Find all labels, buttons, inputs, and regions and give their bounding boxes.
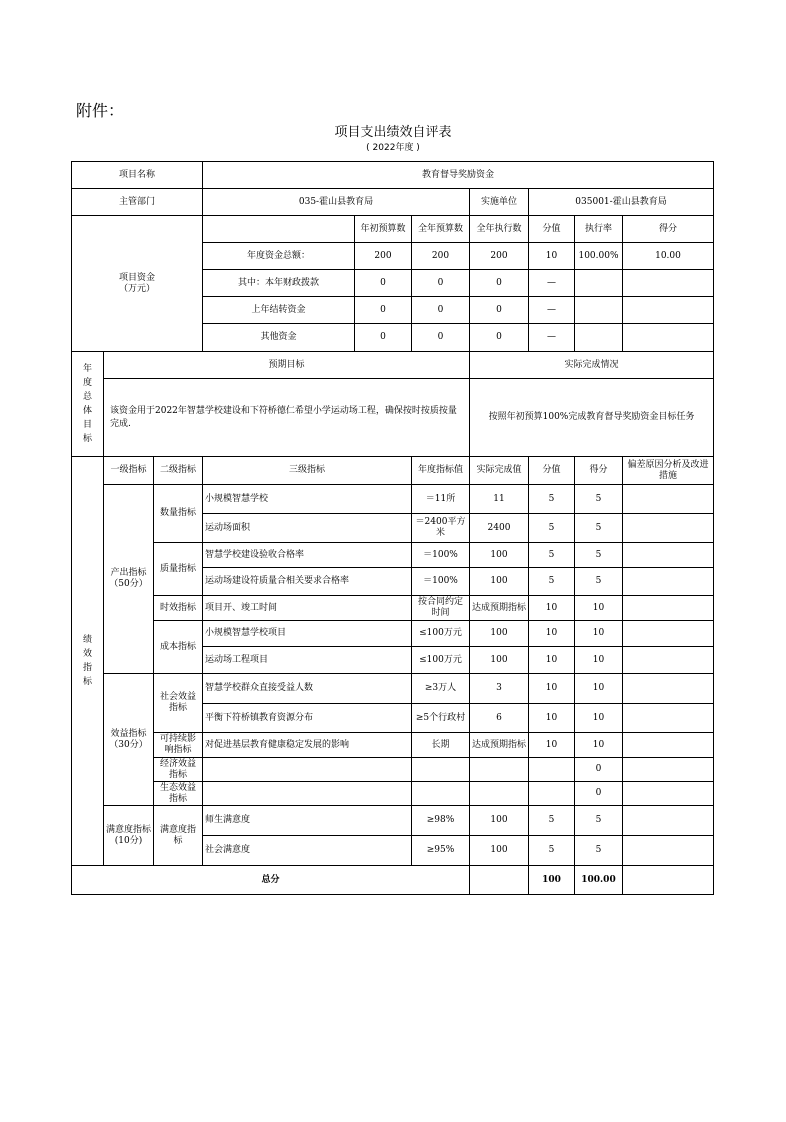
ind-row-13-target: ≥95%: [411, 835, 470, 866]
ind-row-13-name: 社会满意度: [202, 835, 412, 866]
funds-header-blank: [202, 215, 355, 243]
ind-header-target: 年度指标值: [411, 456, 470, 485]
ind-row-13-remark: [622, 835, 714, 866]
ind-row-6-target: ≤100万元: [411, 646, 470, 674]
ind-row-11-name: [202, 781, 412, 806]
funds-row-fiscal-executed: 0: [469, 269, 529, 297]
ind-row-4-score: 10: [528, 595, 575, 621]
ind-row-4-name: 项目开、竣工时间: [202, 595, 412, 621]
ind-row-12-target: ≥98%: [411, 805, 470, 836]
ind-row-4-target: 按合同约定时间: [411, 595, 470, 621]
funds-row-total-score: 10: [528, 242, 575, 270]
ind-header-remark: 偏差原因分析及改进措施: [622, 456, 714, 485]
ind-row-12-score: 5: [528, 805, 575, 836]
ind-row-11-target: [411, 781, 470, 806]
goals-label: 年度总体目标: [71, 351, 104, 457]
project-name-label: 项目名称: [71, 161, 203, 189]
dept-label: 主管部门: [71, 188, 203, 216]
goals-actual-text: 按照年初预算100%完成教育督导奖励资金目标任务: [469, 378, 714, 457]
group-benefit: 效益指标（30分）: [103, 673, 154, 806]
funds-header-annual: 全年预算数: [411, 215, 470, 243]
ind-row-0-name: 小规模智慧学校: [202, 484, 412, 514]
goals-actual-header: 实际完成情况: [469, 351, 714, 379]
ind-row-0-score: 5: [528, 484, 575, 514]
total-actual: [469, 865, 529, 895]
ind-row-10-target: [411, 757, 470, 782]
ind-header-l3: 三级指标: [202, 456, 412, 485]
ind-row-7-name: 智慧学校群众直接受益人数: [202, 673, 412, 704]
ind-row-7-got: 10: [574, 673, 623, 704]
funds-row-total-executed: 200: [469, 242, 529, 270]
funds-row-total-label: 年度资金总额：: [202, 242, 355, 270]
funds-row-other-label: 其他资金: [202, 323, 355, 352]
ind-row-3-score: 5: [528, 567, 575, 596]
funds-row-other-initial: 0: [354, 323, 412, 352]
ind-row-2-score: 5: [528, 542, 575, 568]
sub-cost: 成本指标: [153, 620, 203, 674]
ind-row-6-score: 10: [528, 646, 575, 674]
funds-row-fiscal-got: [622, 269, 714, 297]
sub-satisfaction: 满意度指标: [153, 805, 203, 866]
sub-quality: 质量指标: [153, 542, 203, 596]
ind-row-0-actual: 11: [469, 484, 529, 514]
ind-row-10-got: 0: [574, 757, 623, 782]
ind-row-9-name: 对促进基层教育健康稳定发展的影响: [202, 732, 412, 758]
ind-row-3-got: 5: [574, 567, 623, 596]
ind-row-11-actual: [469, 781, 529, 806]
ind-row-7-remark: [622, 673, 714, 704]
ind-row-5-remark: [622, 620, 714, 647]
group-output: 产出指标（50分）: [103, 484, 154, 674]
ind-row-5-actual: 100: [469, 620, 529, 647]
funds-row-other-rate: [574, 323, 623, 352]
ind-row-6-actual: 100: [469, 646, 529, 674]
funds-label: 项目资金（万元）: [71, 215, 203, 352]
project-name-value: 教育督导奖励资金: [202, 161, 714, 189]
ind-row-13-score: 5: [528, 835, 575, 866]
funds-row-other-got: [622, 323, 714, 352]
ind-row-9-target: 长期: [411, 732, 470, 758]
ind-row-4-got: 10: [574, 595, 623, 621]
ind-row-10-remark: [622, 757, 714, 782]
ind-row-10-actual: [469, 757, 529, 782]
ind-row-2-got: 5: [574, 542, 623, 568]
ind-row-13-got: 5: [574, 835, 623, 866]
funds-row-carry-label: 上年结转资金: [202, 296, 355, 324]
total-score: 100: [528, 865, 575, 895]
funds-row-total-got: 10.00: [622, 242, 714, 270]
ind-header-l2: 二级指标: [153, 456, 203, 485]
ind-row-1-actual: 2400: [469, 513, 529, 543]
ind-row-9-got: 10: [574, 732, 623, 758]
ind-row-7-score: 10: [528, 673, 575, 704]
ind-row-9-score: 10: [528, 732, 575, 758]
ind-row-12-got: 5: [574, 805, 623, 836]
ind-row-10-name: [202, 757, 412, 782]
funds-row-other-annual: 0: [411, 323, 470, 352]
ind-row-0-remark: [622, 484, 714, 514]
sub-time: 时效指标: [153, 595, 203, 621]
ind-header-got: 得分: [574, 456, 623, 485]
ind-row-13-actual: 100: [469, 835, 529, 866]
ind-row-3-remark: [622, 567, 714, 596]
ind-row-5-target: ≤100万元: [411, 620, 470, 647]
ind-row-5-name: 小规模智慧学校项目: [202, 620, 412, 647]
funds-row-fiscal-score: —: [528, 269, 575, 297]
impl-label: 实施单位: [469, 188, 529, 216]
ind-row-0-target: ＝11所: [411, 484, 470, 514]
goals-expected-text: 该资金用于2022年智慧学校建设和下符桥德仁希望小学运动场工程，确保按时按质按量完成.: [103, 378, 470, 457]
ind-row-8-remark: [622, 703, 714, 733]
ind-row-9-actual: 达成预期指标: [469, 732, 529, 758]
funds-header-executed: 全年执行数: [469, 215, 529, 243]
ind-row-2-actual: 100: [469, 542, 529, 568]
page-title: 项目支出绩效自评表: [334, 125, 452, 140]
impl-value: 035001-霍山县教育局: [528, 188, 714, 216]
attachment-label: 附件：: [76, 101, 125, 120]
ind-row-12-remark: [622, 805, 714, 836]
funds-row-total-initial: 200: [354, 242, 412, 270]
ind-row-1-name: 运动场面积: [202, 513, 412, 543]
ind-row-4-remark: [622, 595, 714, 621]
ind-row-1-score: 5: [528, 513, 575, 543]
ind-row-1-got: 5: [574, 513, 623, 543]
ind-row-3-actual: 100: [469, 567, 529, 596]
ind-row-2-target: ＝100%: [411, 542, 470, 568]
group-satisfaction: 满意度指标(10分): [103, 805, 154, 866]
funds-row-fiscal-initial: 0: [354, 269, 412, 297]
ind-row-8-name: 平衡下符桥镇教育资源分布: [202, 703, 412, 733]
sub-social: 社会效益指标: [153, 673, 203, 733]
funds-header-initial: 年初预算数: [354, 215, 412, 243]
ind-row-0-got: 5: [574, 484, 623, 514]
funds-row-other-executed: 0: [469, 323, 529, 352]
ind-row-11-remark: [622, 781, 714, 806]
ind-row-4-actual: 达成预期指标: [469, 595, 529, 621]
funds-row-carry-score: —: [528, 296, 575, 324]
ind-row-12-actual: 100: [469, 805, 529, 836]
funds-row-carry-got: [622, 296, 714, 324]
total-label: 总分: [71, 865, 470, 895]
total-got: 100.00: [574, 865, 623, 895]
sub-sustain: 可持续影响指标: [153, 732, 203, 758]
ind-row-5-score: 10: [528, 620, 575, 647]
ind-row-8-got: 10: [574, 703, 623, 733]
ind-row-1-target: ＝2400平方米: [411, 513, 470, 543]
ind-row-10-score: [528, 757, 575, 782]
ind-row-1-remark: [622, 513, 714, 543]
sub-quantity: 数量指标: [153, 484, 203, 543]
ind-row-7-target: ≥3万人: [411, 673, 470, 704]
sub-eco: 生态效益指标: [153, 781, 203, 806]
funds-row-carry-annual: 0: [411, 296, 470, 324]
ind-row-3-target: ＝100%: [411, 567, 470, 596]
ind-row-5-got: 10: [574, 620, 623, 647]
indicators-label: 绩效指标: [71, 456, 104, 866]
ind-row-12-name: 师生满意度: [202, 805, 412, 836]
sub-economic: 经济效益指标: [153, 757, 203, 782]
ind-row-6-name: 运动场工程项目: [202, 646, 412, 674]
funds-row-carry-executed: 0: [469, 296, 529, 324]
ind-row-8-actual: 6: [469, 703, 529, 733]
funds-row-fiscal-label: 其中：本年财政拨款: [202, 269, 355, 297]
total-remark: [622, 865, 714, 895]
funds-row-fiscal-rate: [574, 269, 623, 297]
ind-row-8-score: 10: [528, 703, 575, 733]
goals-expected-header: 预期目标: [103, 351, 470, 379]
funds-row-carry-rate: [574, 296, 623, 324]
dept-value: 035-霍山县教育局: [202, 188, 470, 216]
funds-row-total-annual: 200: [411, 242, 470, 270]
ind-row-6-remark: [622, 646, 714, 674]
ind-row-8-target: ≥5个行政村: [411, 703, 470, 733]
ind-row-2-remark: [622, 542, 714, 568]
ind-row-7-actual: 3: [469, 673, 529, 704]
funds-header-got: 得分: [622, 215, 714, 243]
funds-header-score: 分值: [528, 215, 575, 243]
funds-row-carry-initial: 0: [354, 296, 412, 324]
funds-row-total-rate: 100.00%: [574, 242, 623, 270]
ind-row-11-score: [528, 781, 575, 806]
funds-row-other-score: —: [528, 323, 575, 352]
ind-row-9-remark: [622, 732, 714, 758]
ind-header-l1: 一级指标: [103, 456, 154, 485]
ind-row-2-name: 智慧学校建设验收合格率: [202, 542, 412, 568]
ind-row-3-name: 运动场建设符质量合相关要求合格率: [202, 567, 412, 596]
ind-row-11-got: 0: [574, 781, 623, 806]
funds-row-fiscal-annual: 0: [411, 269, 470, 297]
ind-header-score: 分值: [528, 456, 575, 485]
ind-row-6-got: 10: [574, 646, 623, 674]
funds-header-rate: 执行率: [574, 215, 623, 243]
year-subtitle: ( 2022年度 ): [366, 143, 420, 153]
ind-header-actual: 实际完成值: [469, 456, 529, 485]
